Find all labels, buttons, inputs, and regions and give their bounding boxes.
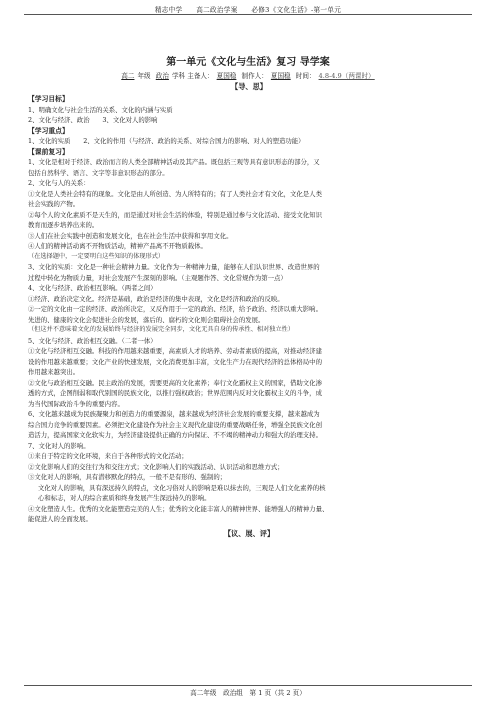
- preparer-label: 主备人：: [187, 72, 214, 80]
- text-line: 透的方式，企图削弱和取代别国的民族文化，以推行强权政治；世界范围内反对文化霸权主义的斗争，成: [28, 389, 322, 397]
- text-line: ④文化塑造人生。优秀的文化能塑造完美的人生；优秀的文化能丰富人的精神世界、能增强人的精神力量、: [28, 504, 329, 513]
- header-rule: [24, 14, 472, 15]
- text-line: ②文化与政治相互交融。民主政治的发展，需要更高的文化素养；奉行文化霸权主义的国家，借助文化渗: [28, 378, 322, 387]
- text-line: 文化对人的影响，具有深远持久的特点，文化习俗对人的影响是难以抹去的，三观是人们文化素养的核: [38, 483, 326, 492]
- text-line: 2、文化与人的关系：: [28, 179, 90, 187]
- text-line: 教育而逐步培养出来的。: [28, 221, 99, 229]
- text-line: 作用越来越突出。: [28, 368, 80, 376]
- doc-title: 第一单元《文化与生活》复习 导学案: [166, 57, 330, 68]
- time-value: 4.8-4.9（两课时）: [318, 72, 375, 80]
- text-line: 7、文化对人的影响。: [28, 441, 90, 450]
- text-line: 能促进人的全面发展。: [28, 515, 92, 523]
- key-point: 1、文化的实质 2、文化的作用（与经济、政治的关系、对综合国力的影响、对人的塑造功能）: [28, 137, 305, 145]
- key-header: 【学习重点】: [28, 126, 69, 135]
- goals-header: 【学习目标】: [28, 95, 69, 103]
- grade-label: 年级: [137, 72, 151, 80]
- author-value: 夏国稳: [270, 72, 291, 80]
- text-line: ①文化是人类社会特有的现象。文化是由人所创造、为人所特有的；有了人类社会才有文化，文化是人类: [28, 189, 322, 198]
- goal-item: 1、明确文化与社会生活的关系、文化的内涵与实质: [28, 105, 173, 114]
- text-line: 1、文化是相对于经济、政治而言的人类全部精神活动及其产品。既包括三观等具有意识形态的部分，又: [28, 158, 320, 166]
- author-label: 制作人：: [241, 72, 268, 80]
- page-footer: 高二年级 政治组 第 1 页（共 2 页）: [190, 689, 306, 697]
- text-line: 设的作用越来越重要；文化产业的快速发展，文化消费更加丰富，文化生产力在现代经济的总体格局中的: [28, 357, 322, 366]
- text-line: ④人们的精神活动离不开物质活动，精神产品离不开物质载体。: [28, 242, 207, 250]
- text-line: （但这并不意味着文化的发展始终与经济的发展完全同步，文化无具自身的传承性、相对独立性）: [28, 326, 295, 333]
- text-line: ③文化对人的影响，具有潜移默化的特点，一般不是有形的、强制的；: [28, 473, 227, 481]
- time-label: 时间：: [295, 72, 316, 80]
- text-line: 5、文化与经济、政治相互交融。（二者一体）: [28, 336, 157, 345]
- text-line: 过程中转化为物质力量，对社会发展产生深刻的影响。（主观题作答、文化常规作为第一点）: [28, 273, 287, 282]
- text-line: 综合国力竞争的重要因素。必须把文化建设作为社会主义现代化建设的重要战略任务，增强全民族文化创: [28, 420, 322, 429]
- doc-meta: [0, 70, 496, 80]
- doc-content: [28, 80, 470, 541]
- text-line: ③人们在社会实践中创造和发展文化，也在社会生活中获得和享用文化。: [28, 231, 233, 240]
- text-line: 社会实践的产物。: [28, 200, 80, 208]
- section-discuss: 【议、展、评】: [223, 528, 275, 538]
- text-line: 造活力，提高国家文化软实力，为经济建设提供正确的方向保证、不不竭的精神动力和强大的治理支持。: [28, 431, 322, 439]
- subject-label: 学科: [171, 72, 186, 80]
- grade-value: 高二: [121, 72, 135, 80]
- review-header: 【课前复习】: [28, 147, 69, 156]
- subject-value: 政治: [155, 72, 169, 80]
- text-line: ①文化与经济相互交融。科技的作用越来越重要，高素质人才的培养、劳动者素质的提高，对推动经济建: [28, 347, 322, 355]
- text-line: （在选择题中，一定要明白这些知识的体现形式）: [28, 252, 165, 260]
- text-line: 4、文化与经济、政治相互影响。（两者之间）: [28, 284, 157, 292]
- text-line: ①经济、政治决定文化。经济是基础，政治是经济的集中表现，文化是经济和政治的反映。: [28, 294, 284, 303]
- review-body: [28, 157, 470, 525]
- text-line: ②文化影响人们的交往行为和交往方式；文化影响人们的实践活动、认识活动和思维方式；: [28, 462, 284, 471]
- goal-item: 2、文化与经济、政治 3、文化对人的影响: [28, 116, 158, 124]
- text-line: ②每个人的文化素质不是天生的，而是通过对社会生活的体验，特别是通过参与文化活动、接受文化知识: [28, 210, 322, 219]
- footer-rule: [24, 685, 472, 686]
- preparer-value: 夏国稳: [216, 72, 237, 80]
- text-line: ①来自于特定的文化环境，来自于各种形式的文化活动；: [28, 452, 188, 460]
- text-line: 3、文化的实质：文化是一种社会精神力量。文化作为一种精神力量，能够在人们认识世界、改造世界的: [28, 263, 320, 271]
- text-line: 6、文化越来越成为民族凝聚力和创造力的重要源泉，越来越成为经济社会发展的重要支撑，越来越成为: [28, 410, 320, 418]
- text-line: 先进的、健康的文化会促进社会的发展，落后的、腐朽的文化则会阻碍社会的发展。: [28, 315, 265, 324]
- text-line: 心和标志，对人的综合素质和终身发展产生深远持久的影响。: [38, 494, 211, 502]
- section-guide: 【导、思】: [231, 82, 267, 91]
- text-line: 包括自然科学、语言、文字等非意识形态的部分。: [28, 168, 169, 177]
- running-head: 精志中学 高二政治学案 必修3《文化生活》-第一单元: [154, 6, 342, 14]
- text-line: ②一定的文化由一定的经济、政治所决定，又反作用于一定的政治、经济，给予政治、经济以重大影响。: [28, 305, 322, 313]
- text-line: 为当代国际政治斗争的重要内容。: [28, 399, 124, 408]
